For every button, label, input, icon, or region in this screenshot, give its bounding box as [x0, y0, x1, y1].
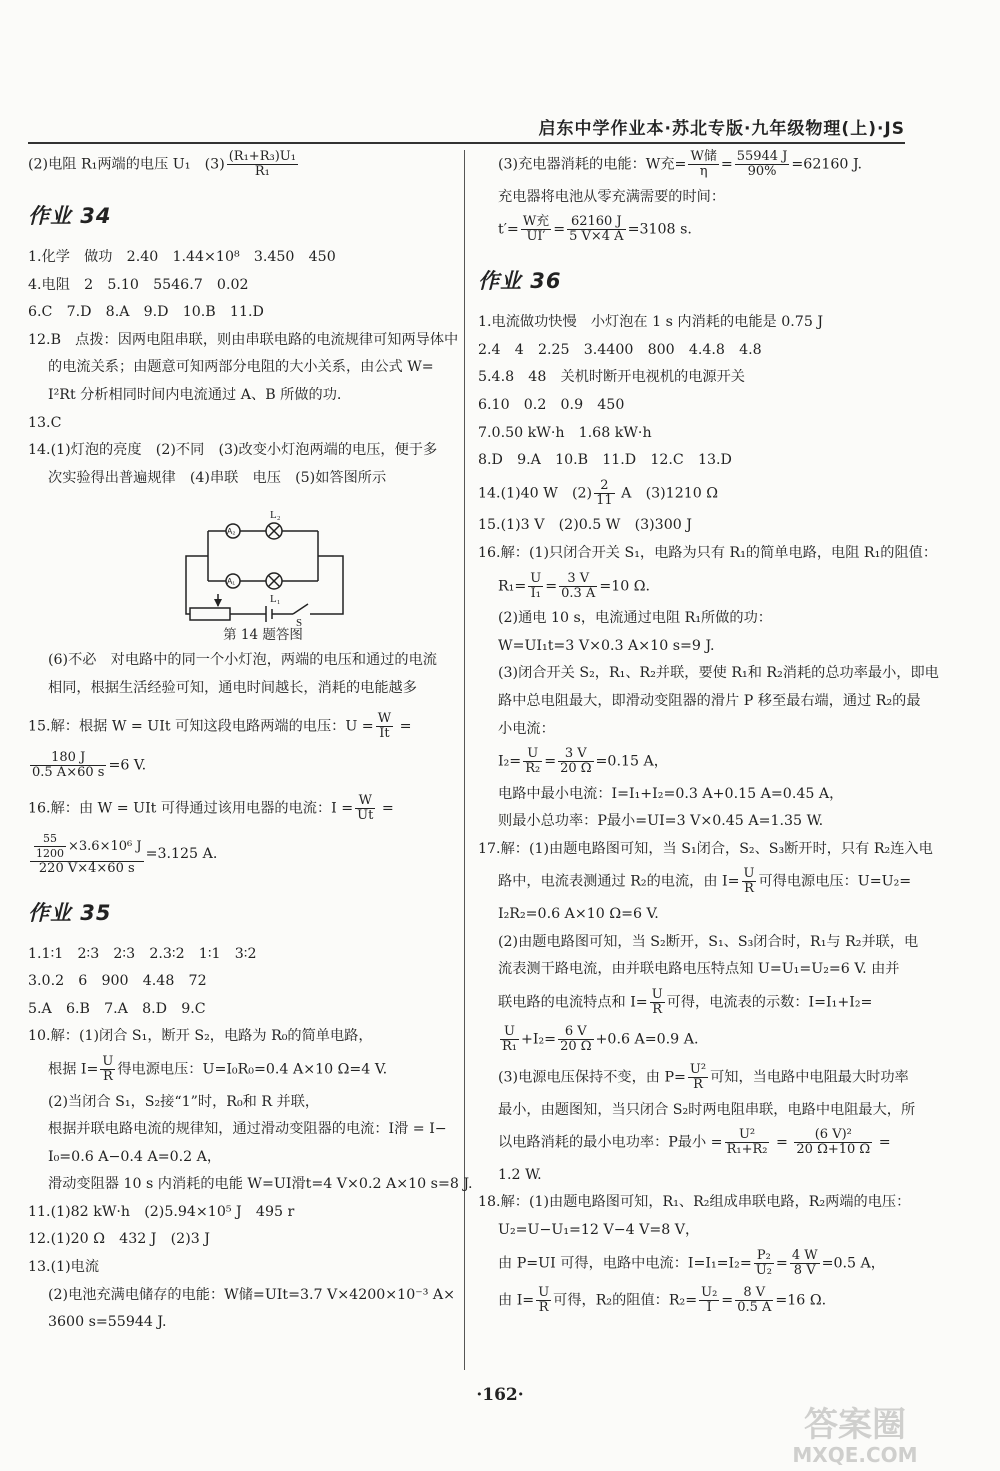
denominator: UI′ [526, 229, 546, 245]
numerator: 3 V [558, 747, 593, 762]
text: ×3.6×10⁶ J [68, 838, 142, 854]
denominator: 20 Ω [560, 1039, 592, 1055]
section-heading-35: 作业 35 [28, 900, 112, 925]
numerator: 2 [594, 479, 615, 494]
circuit-diagram [178, 496, 348, 626]
denominator: R [538, 1300, 549, 1316]
numerator: 8 V [735, 1286, 773, 1301]
denominator: 20 Ω+10 Ω [796, 1142, 871, 1158]
answer-line [478, 1249, 933, 1278]
numerator: W储 [690, 149, 717, 164]
answer-line [478, 1025, 933, 1054]
l2-label: L₂ [270, 509, 281, 522]
text: A (3)1210 Ω [616, 485, 719, 502]
fraction [500, 1025, 519, 1054]
numerator: U [523, 747, 542, 762]
answer-line: 1.2 W. [498, 1166, 542, 1183]
fraction [735, 150, 790, 179]
fraction [567, 215, 625, 244]
answer-line: 路中总电阻最大，即滑动变阻器的滑片 P 移至最右端，通过 R₂的最 [498, 692, 921, 709]
text: +I₂= [521, 1031, 557, 1048]
answer-line: 根据并联电路电流的规律知，通过滑动变阻器的电流：I滑 = I− [48, 1121, 447, 1138]
text: =62160 J. [791, 156, 863, 173]
text: =3.125 A. [145, 845, 218, 862]
text: 得电源电压：U=I₀R₀=0.4 A×10 Ω=4 V. [117, 1061, 388, 1078]
denominator: R₂ [525, 761, 541, 777]
answer-line: 1.化学 做功 2.40 1.44×10⁸ 3.450 450 [28, 249, 336, 265]
answer-line [478, 867, 933, 896]
a2-label: A₂ [227, 527, 236, 537]
answer-line [478, 988, 933, 1017]
watermark-logo [750, 1400, 960, 1468]
denominator: 20 Ω [560, 761, 592, 777]
text: = [377, 800, 394, 817]
answer-line: 6.C 7.D 8.A 9.D 10.B 11.D [28, 304, 264, 321]
fraction [754, 1249, 774, 1278]
answer-line: (3)闭合开关 S₂，R₁、R₂并联，要使 R₁和 R₂消耗的总功率最小，即电 [498, 665, 939, 682]
running-header: 启东中学作业本·苏北专版·九年级物理(上)·JS [28, 116, 905, 144]
l1-label: L₁ [270, 593, 281, 606]
answer-line: 13.(1)电流 [28, 1259, 100, 1276]
watermark-text: 答案圈 [804, 1405, 906, 1445]
fraction [699, 1286, 719, 1315]
numerator: U [500, 1025, 519, 1040]
denominator: R [652, 1001, 663, 1017]
denominator: 8 V [793, 1262, 816, 1278]
a1-label: A₁ [227, 577, 236, 587]
denominator: R [693, 1077, 703, 1093]
fraction [790, 1249, 820, 1278]
answer-line: 17.解：(1)由题电路图可知，当 S₁闭合，S₂、S₃断开时，只有 R₂连入电 [478, 840, 933, 857]
text: = [775, 1255, 788, 1272]
numerator: 6 V [558, 1025, 593, 1040]
text: t′= [498, 221, 519, 238]
answer-line: 电路中最小电流：I=I₁+I₂=0.3 A+0.15 A=0.45 A， [498, 785, 844, 802]
numerator: 4 W [791, 1247, 818, 1263]
answer-line [28, 150, 483, 179]
answer-line: 5.4.8 48 关机时断开电视机的电源开关 [478, 369, 745, 386]
answer-line: 1.电流做功快慢 小灯泡在 1 s 内消耗的电能是 0.75 J [478, 314, 824, 331]
denominator: R₁+R₂ [726, 1142, 768, 1158]
answer-line: 3600 s=55944 J. [48, 1314, 167, 1331]
numerator: 55944 J [736, 149, 788, 164]
numerator: U₂ [701, 1285, 718, 1301]
answer-line [28, 794, 483, 823]
answer-line: 10.解：(1)闭合 S₁，断开 S₂，电路为 R₀的简单电路， [28, 1028, 373, 1045]
denominator: 0.5 A [737, 1300, 772, 1316]
answer-line: 小电流： [498, 720, 555, 737]
fraction [30, 751, 106, 780]
denominator: R [744, 881, 754, 897]
answer-line: 5.A 6.B 7.A 8.D 9.C [28, 1000, 206, 1017]
answer-line: 相同，根据生活经验可知，通电时间越长，消耗的电能越多 [48, 679, 417, 696]
answer-line: 14.(1)灯泡的亮度 (2)不同 (3)改变小灯泡两端的电压，便于多 [28, 442, 438, 459]
denominator: 5 V×4 A [569, 229, 624, 245]
answer-line [478, 215, 933, 244]
answer-line [478, 150, 933, 179]
answer-line: 滑动变阻器 10 s 内消耗的电能 W=UI滑t=4 V×0.2 A×10 s=8 J. [48, 1176, 473, 1193]
numerator: W [377, 710, 392, 726]
numerator: W充 [522, 214, 550, 230]
denominator: R₁ [502, 1039, 517, 1055]
watermark-url: MXQE.COM [792, 1443, 918, 1467]
numerator [30, 832, 144, 862]
answer-line: I₂R₂=0.6 A×10 Ω=6 V. [498, 906, 659, 923]
answer-line: 15.(1)3 V (2)0.5 W (3)300 J [478, 517, 692, 534]
numerator: U [102, 1053, 114, 1069]
fraction [794, 1128, 872, 1157]
text: =3108 s. [627, 221, 692, 238]
text: 联电路的电流特点和 I= [498, 994, 648, 1011]
denominator: 1200 [36, 846, 64, 860]
numerator: 3 V [559, 572, 597, 587]
answer-line: 12.(1)20 Ω 432 J (2)3 J [28, 1231, 210, 1248]
fraction [521, 215, 551, 244]
fraction [528, 572, 543, 601]
rheostat-icon [190, 608, 230, 620]
left-column [28, 150, 483, 1341]
answer-line: 16.解：(1)只闭合开关 S₁，电路为只有 R₁的简单电路，电阻 R₁的阻值： [478, 544, 938, 561]
page-number: ·162· [476, 1385, 524, 1405]
answer-line [478, 572, 933, 601]
answer-line: 1.1∶1 2∶3 2∶3 2.3∶2 1∶1 3∶2 [28, 945, 257, 962]
denominator: 220 V×4×60 s [38, 860, 135, 876]
answer-line: 11.(1)82 kW·h (2)5.94×10⁵ J 495 r [28, 1203, 295, 1220]
text: = [553, 221, 566, 238]
slider-arrow-icon [214, 599, 222, 607]
answer-line: 则最小总功率：P最小=UI=3 V×0.45 A=1.35 W. [498, 813, 824, 830]
answer-line: 8.D 9.A 10.B 11.D 12.C 13.D [478, 452, 732, 469]
answer-line: I²Rt 分析相同时间内电流通过 A、B 所做的功. [48, 386, 342, 403]
numerator: W [355, 794, 375, 809]
fraction [650, 988, 665, 1017]
answer-line: 12.B 点拨：因两电阻串联，则由串联电路的电流规律可知两导体中 [28, 331, 459, 348]
answer-line: 的电流关系；由题意可知两部分电阻的大小关系，由公式 W= [48, 359, 434, 376]
text: =0.15 A， [595, 753, 668, 770]
numerator: (6 V)² [794, 1128, 872, 1143]
text: 可得，电流表的示数：I=I₁+I₂= [666, 994, 873, 1011]
answer-line: 6.10 0.2 0.9 450 [478, 396, 625, 413]
text: 由 I= [498, 1292, 535, 1309]
answer-line: 流表测干路电流，由并联电路电压特点知 U=U₁=U₂=6 V. 由并 [498, 961, 900, 978]
fraction [558, 1025, 593, 1054]
answer-line: (2)当闭合 S₁，S₂接“1”时，R₀和 R 并联， [48, 1093, 320, 1110]
answer-line: (2)由题电路图可知，当 S₂断开，S₁、S₃闭合时，R₁与 R₂并联，电 [498, 933, 919, 950]
inner-fraction [34, 832, 66, 861]
answer-line [28, 712, 483, 741]
text: =0.5 A， [821, 1255, 885, 1272]
fraction [536, 1286, 551, 1315]
numerator: U [651, 986, 663, 1002]
numerator: 180 J [30, 751, 106, 766]
answer-line: 3.0.2 6 900 4.48 72 [28, 973, 207, 990]
answer-line: 最小，由题图知，当只闭合 S₂时两电阻串联，电路中电阻最大，所 [498, 1101, 916, 1118]
text: = [395, 718, 412, 735]
numerator: U [538, 1285, 550, 1301]
numerator: U [743, 866, 755, 882]
text: (3)电源电压保持不变，由 P= [498, 1069, 686, 1086]
text: 由 P=UI 可得，电路中电流：I=I₁=I₂= [498, 1255, 752, 1272]
denominator: Ut [357, 807, 374, 823]
text: I₂= [498, 753, 522, 770]
text: +0.6 A=0.9 A. [595, 1031, 699, 1048]
text: 16.解：由 W = UIt 可得通过该用电器的电流：I = [28, 800, 354, 817]
denominator: I [706, 1300, 712, 1316]
numerator: 62160 J [567, 215, 625, 230]
text: = [544, 753, 557, 770]
section-heading-34: 作业 34 [28, 204, 112, 228]
fraction [100, 1055, 115, 1084]
fraction [355, 794, 375, 823]
numerator: 55 [34, 832, 66, 847]
text: (3)充电器消耗的电能：W充= [498, 156, 687, 173]
denominator: R₁ [254, 164, 270, 179]
answer-line: (2)电池充满电储存的电能：W储=UIt=3.7 V×4200×10⁻³ A× [48, 1286, 456, 1303]
text: =16 Ω. [775, 1292, 827, 1309]
fraction [725, 1128, 770, 1157]
text: = [720, 156, 733, 173]
answer-line [478, 747, 933, 776]
fraction [376, 712, 393, 741]
figure-caption: 第 14 题答图 [223, 627, 303, 644]
answer-line [28, 1055, 483, 1084]
numerator: P₂ [754, 1249, 774, 1264]
numerator: U [530, 570, 542, 586]
text: 14.(1)40 W (2) [478, 485, 593, 502]
answer-line: I₀=0.6 A−0.4 A=0.2 A， [48, 1148, 222, 1165]
text: 可得电源电压：U=U₂= [758, 873, 912, 890]
answer-line: 7.0.50 kW·h 1.68 kW·h [478, 424, 652, 441]
denominator: It [379, 725, 390, 741]
text: = [771, 1134, 793, 1151]
section-heading-36: 作业 36 [478, 269, 562, 294]
switch-icon [293, 604, 308, 614]
text: =6 V. [108, 757, 147, 774]
answer-line [28, 832, 483, 876]
answer-line [28, 751, 483, 780]
denominator: 0.3 A [561, 585, 596, 601]
s-label: S [296, 617, 303, 627]
text: = [545, 578, 558, 595]
denominator: 0.5 A×60 s [32, 764, 105, 780]
answer-line: (2)通电 10 s，电流通过电阻 R₁所做的功： [498, 610, 772, 627]
denominator: R [102, 1068, 113, 1084]
text: = [874, 1134, 891, 1151]
text: 路中，电流表测通过 R₂的电流，由 I= [498, 873, 740, 890]
numerator: U² [689, 1062, 707, 1078]
fraction [594, 479, 615, 508]
answer-line [478, 479, 933, 508]
answer-line: 18.解：(1)由题电路图可知，R₁、R₂组成串联电路，R₂两端的电压： [478, 1194, 911, 1211]
text: =10 Ω. [599, 578, 651, 595]
fraction [227, 150, 298, 179]
answer-line: 4.电阻 2 5.10 5546.7 0.02 [28, 276, 249, 293]
fraction [523, 747, 542, 776]
right-column [478, 149, 939, 1324]
answer-line: 充电器将电池从零充满需要的时间： [498, 188, 726, 205]
fraction [688, 1063, 708, 1092]
answer-line: W=UI₁t=3 V×0.3 A×10 s=9 J. [498, 637, 715, 654]
denominator: I₁ [530, 585, 541, 601]
answer-line [478, 1063, 933, 1092]
text: 15.解：根据 W = UIt 可知这段电路两端的电压：U = [28, 718, 374, 735]
answer-line: 13.C [28, 414, 62, 431]
fraction [30, 832, 144, 876]
text: 根据 I= [48, 1061, 99, 1078]
text: 可知，当电路中电阻最大时功率 [710, 1069, 909, 1086]
numerator: (R₁+R₃)U₁ [228, 149, 296, 164]
fraction [558, 747, 593, 776]
fraction [688, 150, 718, 179]
answer-line: (6)不必 对电路中的同一个小灯泡，两端的电压和通过的电流 [48, 652, 437, 669]
denominator: U₂ [755, 1262, 772, 1278]
answer-line [478, 1128, 933, 1157]
answer-line: 2.4 4 2.25 3.4400 800 4.4.8 4.8 [478, 341, 762, 358]
answer-line [478, 1286, 933, 1315]
answer-line: U₂=U−U₁=12 V−4 V=8 V， [498, 1222, 700, 1238]
numerator: U² [725, 1128, 770, 1143]
circuit-figure [178, 496, 483, 645]
fraction [742, 867, 757, 896]
answer-line: 次实验得出普遍规律 (4)串联 电压 (5)如答图所示 [48, 469, 387, 486]
denominator: η [699, 164, 708, 179]
denominator: 90% [747, 164, 777, 179]
text: (2)电阻 R₁两端的电压 U₁ (3) [28, 156, 225, 173]
text: 可得，R₂的阻值：R₂= [553, 1292, 698, 1309]
denominator: 11 [596, 492, 613, 508]
text: 以电路消耗的最小电功率：P最小 = [498, 1134, 723, 1151]
text: R₁= [498, 578, 527, 595]
fraction [559, 572, 597, 601]
fraction [735, 1286, 773, 1315]
text: = [721, 1292, 734, 1309]
